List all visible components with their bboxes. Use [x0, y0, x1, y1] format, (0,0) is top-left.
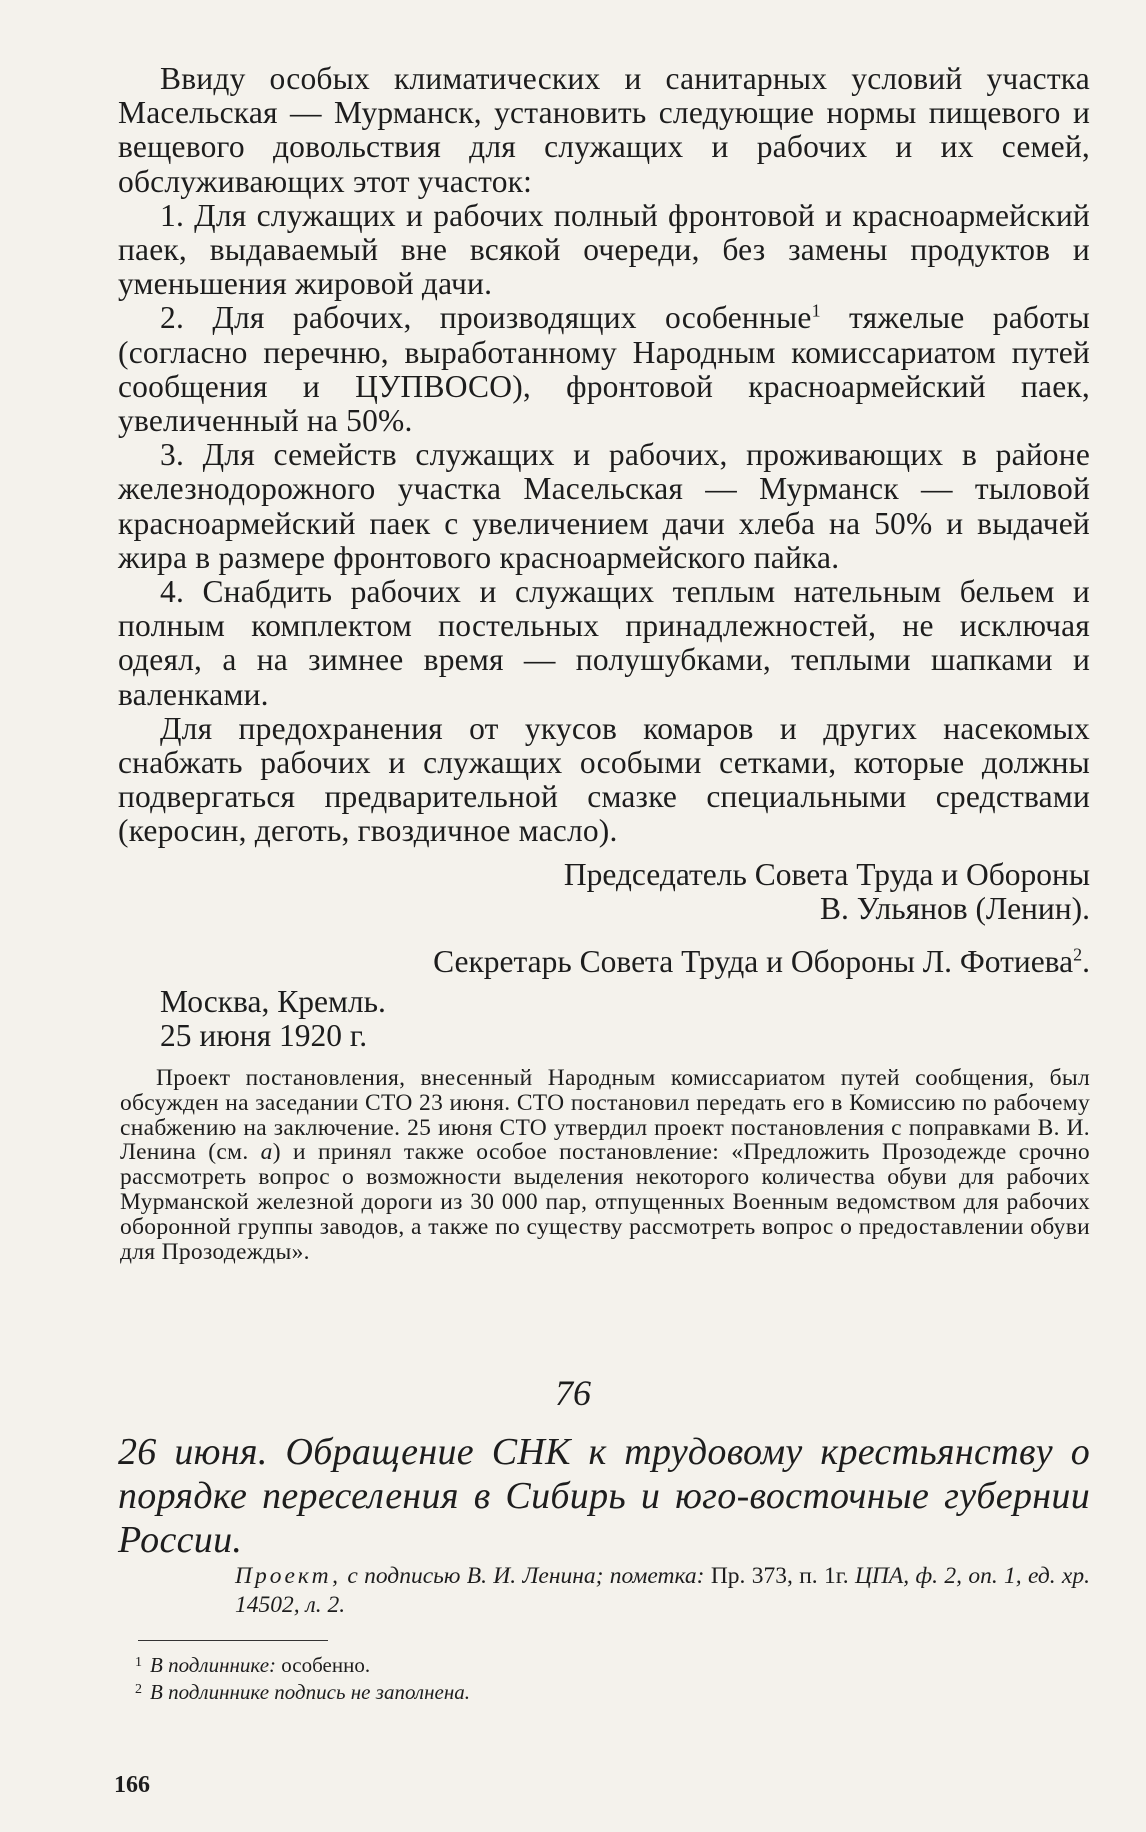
footnote-2-label: В подлиннике подпись не заполнена.	[150, 1680, 470, 1704]
intro-paragraph: Ввиду особых климатических и санитарных условий участка Масельская — Мурманск, установить следующие нормы пищевого и вещевого довольствия для служащих и рабочих и их семей, обслуживающих этот участок:	[118, 61, 1090, 199]
document-heading: 26 июня. Обращение СНК к трудовому крестьянству о порядке переселения в Сибирь и юго-восточные губернии России.	[118, 1431, 1090, 1561]
resolution-body	[118, 62, 1090, 849]
item-2-paragraph	[118, 301, 1090, 438]
document-number: 76	[555, 1373, 591, 1413]
editorial-commentary	[120, 1066, 1090, 1264]
footnote-ref-1: 1	[811, 300, 821, 321]
footnote-1-label: В подлиннике:	[150, 1653, 277, 1677]
footnote-rule	[138, 1640, 328, 1641]
item-3-paragraph: 3. Для семейств служащих и рабочих, проживающих в районе железнодорожного участка Масельская — Мурманск — тыловой красноармейский паек с увеличением дачи хлеба на 50% и выдачей жира в размере фронтового красноармейского пайка.	[118, 437, 1090, 575]
source-sign: с подписью В. И. Ленина; пометка:	[341, 1563, 711, 1589]
commentary-text-a: Проект постановления, внесенный Народным комиссариатом путей сообщения, был обсужден на заседании СТО 23 июня. СТО постановил передать его в Комиссию по рабочему снабжению на заключение. 25 июня СТО утвердил проект постановления с поправками В. И. Ленина (см.	[120, 1065, 1090, 1166]
commentary-ref: а	[260, 1139, 273, 1166]
secretary-text: Секретарь Совета Труда и Обороны Л. Фотиева	[433, 944, 1074, 979]
commentary-paragraph	[120, 1066, 1090, 1264]
footnote-1-text: особенно.	[276, 1653, 371, 1677]
footnote-2-mark: 2	[135, 1682, 142, 1697]
footnote-ref-2: 2	[1073, 944, 1083, 965]
mosquito-paragraph: Для предохранения от укусов комаров и других насекомых снабжать рабочих и служащих особыми сетками, которые должны подвергаться предварительной смазке специальными средствами (керосин, деготь, гвоздичное масло).	[118, 710, 1090, 849]
commentary-text-b: ) и принял также особое постановление: «Предложить Прозодежде срочно рассмотреть вопрос о возможности выделения некоторого количества обуви для рабочих Мурманской железной дороги из 30 000 пар, отпущенных Военным ведомством для рабочих оборонной группы заводов, а также по существу рассмотреть вопрос о предоставлении обуви для Прозодежды».	[120, 1139, 1090, 1265]
footnote-1-mark: 1	[135, 1655, 142, 1670]
chairman-name: В. Ульянов (Ленин).	[820, 891, 1090, 926]
item-2-text-b: тяжелые работы (согласно перечню, выработанному Народным комиссариатом путей сообщения и ЦУПВОСО), фронтовой красноармейский паек, увеличенный на 50%.	[118, 300, 1090, 439]
page-number: 166	[114, 1772, 150, 1798]
source-mark: Пр. 373, п. 1г.	[710, 1563, 855, 1589]
secretary-period: .	[1082, 944, 1090, 979]
date-line: 25 июня 1920 г.	[160, 1018, 368, 1053]
item-4-paragraph: 4. Снабдить рабочих и служащих теплым нательным бельем и полным комплектом постельных принадлежностей, не исключая одеял, а на зимнее время — полушубками, теплыми шапками и валенками.	[118, 574, 1090, 712]
item-1-paragraph: 1. Для служащих и рабочих полный фронтовой и красноармейский паек, выдаваемый вне всякой очереди, без замены продуктов и уменьшения жировой дачи.	[118, 197, 1090, 302]
source-archive: ЦПА, ф. 2, оп. 1, ед. хр. 14502, л. 2.	[235, 1563, 1090, 1618]
place-line: Москва, Кремль.	[160, 984, 386, 1019]
footnote-2	[135, 1677, 470, 1705]
secretary-signature	[118, 945, 1090, 979]
source-kind: Проект,	[235, 1563, 342, 1589]
chairman-title: Председатель Совета Труда и Обороны	[563, 857, 1090, 892]
footnote-1	[135, 1650, 370, 1678]
item-2-text-a: 2. Для рабочих, производящих особенные	[160, 300, 812, 336]
source-note	[235, 1562, 1090, 1620]
